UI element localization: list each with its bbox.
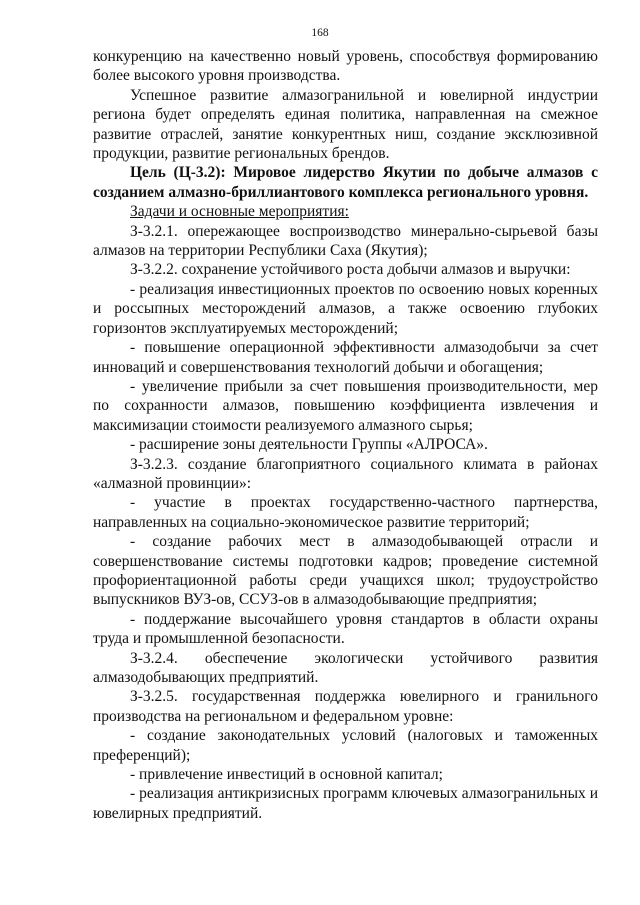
list-item: - участие в проектах государственно-частного партнерства, направленных на социально-экономическое развитие территорий; (93, 494, 598, 531)
task-3-2-5: З-3.2.5. государственная поддержка ювелирного и гранильного производства на региональном и федеральном уровне: (93, 688, 598, 725)
task-3-2-3: З-3.2.3. создание благоприятного социального климата в районах «алмазной провинции»: (93, 455, 598, 492)
task-3-2-2: З-3.2.2. сохранение устойчивого роста добычи алмазов и выручки: (130, 261, 571, 279)
list-item: - привлечение инвестиций в основной капитал; (130, 766, 443, 784)
page-number: 168 (311, 27, 329, 39)
list-item: - поддержание высочайшего уровня стандартов в области охраны труда и промышленной безопасности. (93, 610, 598, 648)
body-text (93, 47, 598, 823)
list-item: - расширение зоны деятельности Группы «АЛРОСА». (130, 436, 488, 454)
list-item: - реализация антикризисных программ ключевых алмазогранильных и ювелирных предприятий. (93, 785, 598, 822)
task-3-2-4: З-3.2.4. обеспечение экологически устойчивого развития алмазодобывающих предприятий. (93, 649, 598, 686)
list-item: - создание рабочих мест в алмазодобывающей отрасли и совершенствование системы подготовки кадров; проведение системной профориентационной работы среди учащихся школ; трудоустройство выпускников ВУЗ-ов, ССУЗ-ов в алмазодобывающие предприятия; (93, 533, 598, 609)
tasks-heading (93, 202, 598, 221)
task-3-2-1: З-3.2.1. опережающее воспроизводство минерально-сырьевой базы алмазов на территории Республики Саха (Якутия); (93, 222, 598, 260)
goal-heading: Цель (Ц-3.2): Мировое лидерство Якутии по добыче алмазов с созданием алмазно-бриллиантового комплекса регионального уровня. (93, 164, 598, 201)
paragraph-continuation: конкуренцию на качественно новый уровень, способствуя формированию более высокого уровня производства. (93, 48, 598, 85)
list-item: - создание законодательных условий (налоговых и таможенных преференций); (93, 727, 598, 764)
list-item: - повышение операционной эффективности алмазодобычи за счет инноваций и совершенствования технологий добычи и обогащения; (93, 339, 598, 376)
list-item: - реализация инвестиционных проектов по освоению новых коренных и россыпных месторождений алмазов, а также освоению глубоких горизонтов эксплуатируемых месторождений; (93, 280, 598, 337)
paragraph-regional-policy: Успешное развитие алмазогранильной и ювелирной индустрии региона будет определять единая политика, направленная на смежное развитие отраслей, занятие конкурентных ниш, создание эксклюзивной продукции, развитие региональных брендов. (93, 86, 598, 163)
list-item: - увеличение прибыли за счет повышения производительности, мер по сохранности алмазов, повышению коэффициента извлечения и максимизации стоимости реализуемого алмазного сырья; (93, 377, 598, 434)
tasks-heading-text: Задачи и основные мероприятия: (130, 203, 349, 221)
